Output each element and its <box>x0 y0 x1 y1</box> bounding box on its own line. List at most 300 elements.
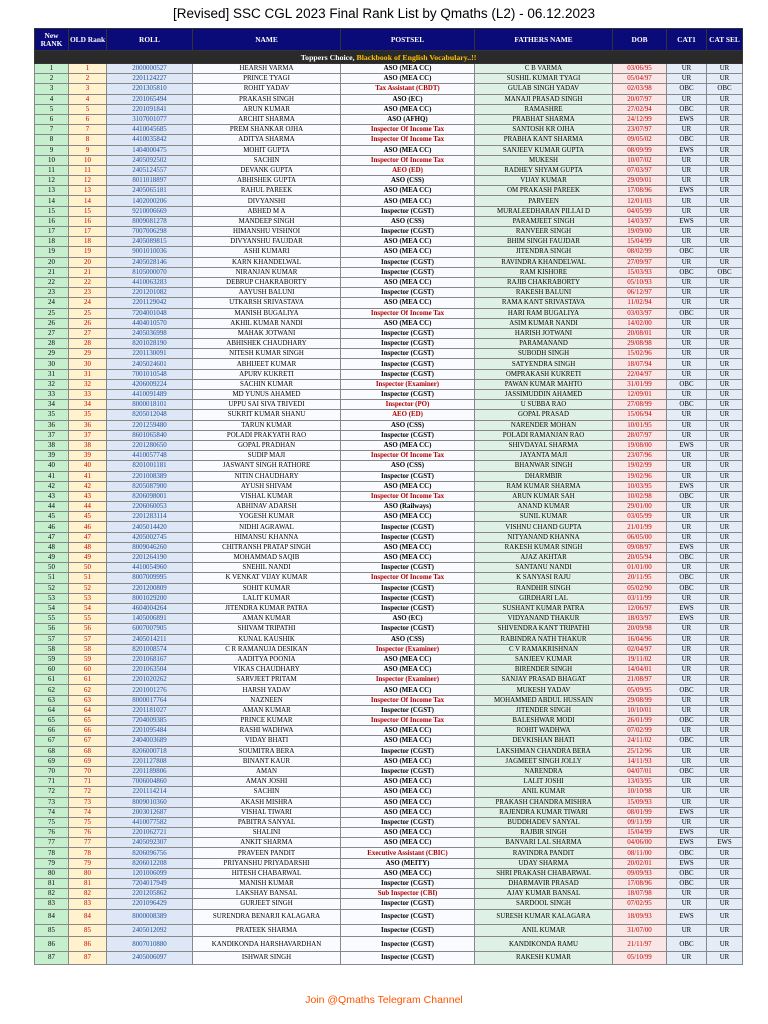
postsel-cell: Inspector (CGST) <box>341 430 475 440</box>
fathers-name-cell: RAVINDRA KHANDELWAL <box>475 257 613 267</box>
name-cell: SARVJEET PRITAM <box>193 675 341 685</box>
new-rank-cell: 39 <box>35 451 69 461</box>
postsel-cell: ASO (MEA CC) <box>341 512 475 522</box>
dob-cell: 22/04/97 <box>613 369 667 379</box>
cat1-cell: UR <box>667 328 707 338</box>
cat-sel-cell: UR <box>707 104 743 114</box>
roll-cell: 1405006891 <box>107 614 193 624</box>
fathers-name-cell: ROHIT WADHWA <box>475 726 613 736</box>
roll-cell: 2201096429 <box>107 899 193 909</box>
rank-table-body <box>35 51 743 965</box>
cat-sel-cell: UR <box>707 359 743 369</box>
name-cell: AKASH MISHRA <box>193 797 341 807</box>
old-rank-cell: 78 <box>69 848 107 858</box>
name-cell: UPPU SAI SIVA TRIVEDI <box>193 400 341 410</box>
old-rank-cell: 50 <box>69 563 107 573</box>
old-rank-cell: 14 <box>69 196 107 206</box>
dob-cell: 18/03/97 <box>613 614 667 624</box>
old-rank-cell: 42 <box>69 481 107 491</box>
table-row <box>35 104 743 114</box>
old-rank-cell: 36 <box>69 420 107 430</box>
dob-cell: 25/12/96 <box>613 746 667 756</box>
old-rank-cell: 64 <box>69 705 107 715</box>
roll-cell: 2201181027 <box>107 705 193 715</box>
name-cell: SUDIP MAJI <box>193 451 341 461</box>
cat-sel-cell: UR <box>707 889 743 899</box>
dob-cell: 20/02/01 <box>613 858 667 868</box>
postsel-cell: ASO (MEA CC) <box>341 654 475 664</box>
table-row <box>35 522 743 532</box>
cat1-cell: UR <box>667 206 707 216</box>
name-cell: RAHUL PAREEK <box>193 186 341 196</box>
name-cell: KANDIKONDA HARSHAVARDHAN <box>193 937 341 952</box>
postsel-cell: Inspector (CGST) <box>341 817 475 827</box>
name-cell: JITENDRA KUMAR PATRA <box>193 603 341 613</box>
new-rank-cell: 74 <box>35 807 69 817</box>
table-row <box>35 777 743 787</box>
postsel-cell: ASO (EC) <box>341 614 475 624</box>
name-cell: ANKIT SHARMA <box>193 838 341 848</box>
postsel-cell: Inspector (CGST) <box>341 532 475 542</box>
old-rank-cell: 51 <box>69 573 107 583</box>
postsel-cell: ASO (MEA CC) <box>341 247 475 257</box>
roll-cell: 8009010360 <box>107 797 193 807</box>
cat-sel-cell: UR <box>707 74 743 84</box>
postsel-cell: Inspector (CGST) <box>341 339 475 349</box>
cat1-cell: OBC <box>667 736 707 746</box>
cat1-cell: UR <box>667 512 707 522</box>
postsel-cell: Executive Assistant (CBIC) <box>341 848 475 858</box>
name-cell: RASHI WADHWA <box>193 726 341 736</box>
new-rank-cell: 53 <box>35 593 69 603</box>
fathers-name-cell: RANDHIR SINGH <box>475 583 613 593</box>
postsel-cell: Inspector (CGST) <box>341 227 475 237</box>
roll-cell: 2000000527 <box>107 64 193 74</box>
roll-cell: 8105000070 <box>107 267 193 277</box>
postsel-cell: Inspector (CGST) <box>341 603 475 613</box>
roll-cell: 7007006298 <box>107 227 193 237</box>
fathers-name-cell: SUSHIL KUMAR TYAGI <box>475 74 613 84</box>
new-rank-cell: 7 <box>35 125 69 135</box>
dob-cell: 10/01/95 <box>613 420 667 430</box>
old-rank-cell: 81 <box>69 879 107 889</box>
roll-cell: 2405036998 <box>107 328 193 338</box>
dob-cell: 20/07/97 <box>613 94 667 104</box>
new-rank-cell: 25 <box>35 308 69 318</box>
cat1-cell: UR <box>667 817 707 827</box>
old-rank-cell: 6 <box>69 114 107 124</box>
dob-cell: 06/12/97 <box>613 288 667 298</box>
table-row <box>35 807 743 817</box>
cat1-cell: OBC <box>667 379 707 389</box>
name-cell: MAHAK JOTWANI <box>193 328 341 338</box>
new-rank-cell: 72 <box>35 787 69 797</box>
new-rank-cell: 1 <box>35 64 69 74</box>
cat-sel-cell: UR <box>707 716 743 726</box>
postsel-cell: ASO (MEA CC) <box>341 807 475 817</box>
table-row <box>35 817 743 827</box>
roll-cell: 2201062721 <box>107 828 193 838</box>
roll-cell: 8206098001 <box>107 491 193 501</box>
fathers-name-cell: RANVEER SINGH <box>475 227 613 237</box>
new-rank-cell: 81 <box>35 879 69 889</box>
postsel-cell: Inspector (CGST) <box>341 909 475 924</box>
roll-cell: 2201283114 <box>107 512 193 522</box>
cat-sel-cell: UR <box>707 461 743 471</box>
header-postsel: POSTSEL <box>341 29 475 51</box>
roll-cell: 4410035842 <box>107 135 193 145</box>
old-rank-cell: 13 <box>69 186 107 196</box>
dob-cell: 08/02/99 <box>613 247 667 257</box>
cat-sel-cell: UR <box>707 787 743 797</box>
old-rank-cell: 7 <box>69 125 107 135</box>
postsel-cell: Inspector Of Income Tax <box>341 573 475 583</box>
fathers-name-cell: RAJIB CHAKRABORTY <box>475 277 613 287</box>
cat1-cell: OBC <box>667 583 707 593</box>
cat1-cell: UR <box>667 924 707 937</box>
old-rank-cell: 87 <box>69 952 107 965</box>
fathers-name-cell: BUDDHADEV SANYAL <box>475 817 613 827</box>
cat-sel-cell: UR <box>707 298 743 308</box>
new-rank-cell: 14 <box>35 196 69 206</box>
dob-cell: 03/06/95 <box>613 64 667 74</box>
new-rank-cell: 79 <box>35 858 69 868</box>
table-row <box>35 390 743 400</box>
old-rank-cell: 68 <box>69 746 107 756</box>
postsel-cell: Inspector (CGST) <box>341 390 475 400</box>
name-cell: BINANT KAUR <box>193 756 341 766</box>
fathers-name-cell: K SANYASI RAJU <box>475 573 613 583</box>
roll-cell: 3107001077 <box>107 114 193 124</box>
roll-cell: 2201201082 <box>107 288 193 298</box>
new-rank-cell: 55 <box>35 614 69 624</box>
table-row <box>35 288 743 298</box>
table-row <box>35 695 743 705</box>
dob-cell: 23/07/96 <box>613 451 667 461</box>
table-row <box>35 379 743 389</box>
new-rank-cell: 15 <box>35 206 69 216</box>
postsel-cell: Inspector Of Income Tax <box>341 451 475 461</box>
table-row <box>35 125 743 135</box>
roll-cell: 8206012208 <box>107 858 193 868</box>
postsel-cell: ASO (CSS) <box>341 461 475 471</box>
cat-sel-cell: UR <box>707 736 743 746</box>
table-row <box>35 237 743 247</box>
table-row <box>35 838 743 848</box>
fathers-name-cell: HARI RAM BUGALIYA <box>475 308 613 318</box>
roll-cell: 1402000206 <box>107 196 193 206</box>
new-rank-cell: 62 <box>35 685 69 695</box>
fathers-name-cell: SUNIL KUMAR <box>475 512 613 522</box>
fathers-name-cell: OMPRAKASH KUKRETI <box>475 369 613 379</box>
dob-cell: 17/08/96 <box>613 186 667 196</box>
old-rank-cell: 2 <box>69 74 107 84</box>
dob-cell: 08/01/99 <box>613 807 667 817</box>
telegram-channel-link[interactable]: Join @Qmaths Telegram Channel <box>305 994 463 1006</box>
cat-sel-cell: UR <box>707 766 743 776</box>
dob-cell: 08/09/99 <box>613 145 667 155</box>
new-rank-cell: 17 <box>35 227 69 237</box>
new-rank-cell: 67 <box>35 736 69 746</box>
roll-cell: 8205087900 <box>107 481 193 491</box>
fathers-name-cell: SHRI PRAKASH CHABARWAL <box>475 868 613 878</box>
cat1-cell: EWS <box>667 186 707 196</box>
table-row <box>35 227 743 237</box>
postsel-cell: Inspector (CGST) <box>341 924 475 937</box>
roll-cell: 2405014211 <box>107 634 193 644</box>
name-cell: AYUSH SHIVAM <box>193 481 341 491</box>
fathers-name-cell: C V RAMAKRISHNAN <box>475 644 613 654</box>
fathers-name-cell: MUKESH <box>475 155 613 165</box>
postsel-cell: ASO (CSS) <box>341 216 475 226</box>
roll-cell: 2201095484 <box>107 726 193 736</box>
new-rank-cell: 75 <box>35 817 69 827</box>
postsel-cell: Inspector Of Income Tax <box>341 125 475 135</box>
fathers-name-cell: BANVARI LAL SHARMA <box>475 838 613 848</box>
postsel-cell: Inspector (CGST) <box>341 288 475 298</box>
cat1-cell: UR <box>667 952 707 965</box>
fathers-name-cell: JAGMEET SINGH JOLLY <box>475 756 613 766</box>
dob-cell: 07/03/97 <box>613 165 667 175</box>
roll-cell: 2201114214 <box>107 787 193 797</box>
table-row <box>35 952 743 965</box>
cat-sel-cell: UR <box>707 420 743 430</box>
name-cell: GOPAL PRADHAN <box>193 440 341 450</box>
table-row <box>35 797 743 807</box>
table-row <box>35 593 743 603</box>
header-fathers-name: FATHERS NAME <box>475 29 613 51</box>
table-row <box>35 924 743 937</box>
dob-cell: 10/10/98 <box>613 787 667 797</box>
new-rank-cell: 69 <box>35 756 69 766</box>
fathers-name-cell: BIRENDER SINGH <box>475 665 613 675</box>
new-rank-cell: 44 <box>35 502 69 512</box>
name-cell: AMAN JOSHI <box>193 777 341 787</box>
name-cell: NIRANJAN KUMAR <box>193 267 341 277</box>
old-rank-cell: 39 <box>69 451 107 461</box>
old-rank-cell: 27 <box>69 328 107 338</box>
dob-cell: 02/04/97 <box>613 644 667 654</box>
cat-sel-cell: UR <box>707 349 743 359</box>
fathers-name-cell: PAWAN KUMAR MAHTO <box>475 379 613 389</box>
dob-cell: 01/01/00 <box>613 563 667 573</box>
dob-cell: 16/04/96 <box>613 634 667 644</box>
dob-cell: 05/10/99 <box>613 952 667 965</box>
postsel-cell: Inspector (CGST) <box>341 359 475 369</box>
new-rank-cell: 78 <box>35 848 69 858</box>
dob-cell: 31/01/99 <box>613 379 667 389</box>
fathers-name-cell: ASIM KUMAR NANDI <box>475 318 613 328</box>
new-rank-cell: 51 <box>35 573 69 583</box>
cat-sel-cell: UR <box>707 145 743 155</box>
dob-cell: 20/09/98 <box>613 624 667 634</box>
new-rank-cell: 86 <box>35 937 69 952</box>
new-rank-cell: 65 <box>35 716 69 726</box>
table-row <box>35 879 743 889</box>
cat1-cell: UR <box>667 756 707 766</box>
table-row <box>35 756 743 766</box>
roll-cell: 2201068167 <box>107 654 193 664</box>
old-rank-cell: 1 <box>69 64 107 74</box>
postsel-cell: Inspector (Examiner) <box>341 644 475 654</box>
name-cell: PRINCE KUMAR <box>193 716 341 726</box>
postsel-cell: Inspector Of Income Tax <box>341 135 475 145</box>
promo-banner[interactable] <box>35 51 743 64</box>
name-cell: NIDHI AGRAWAL <box>193 522 341 532</box>
dob-cell: 20/05/94 <box>613 553 667 563</box>
postsel-cell: Sub Inspector (CBI) <box>341 889 475 899</box>
new-rank-cell: 52 <box>35 583 69 593</box>
table-row <box>35 176 743 186</box>
old-rank-cell: 4 <box>69 94 107 104</box>
dob-cell: 18/07/98 <box>613 889 667 899</box>
postsel-cell: ASO (MEA CC) <box>341 186 475 196</box>
cat1-cell: UR <box>667 430 707 440</box>
table-row <box>35 400 743 410</box>
cat1-cell: UR <box>667 64 707 74</box>
cat1-cell: UR <box>667 777 707 787</box>
fathers-name-cell: SATYENDRA SINGH <box>475 359 613 369</box>
old-rank-cell: 48 <box>69 542 107 552</box>
old-rank-cell: 59 <box>69 654 107 664</box>
roll-cell: 4410077582 <box>107 817 193 827</box>
roll-cell: 2405092307 <box>107 838 193 848</box>
cat1-cell: EWS <box>667 114 707 124</box>
postsel-cell: ASO (MEA CC) <box>341 787 475 797</box>
postsel-cell: AEO (ED) <box>341 165 475 175</box>
new-rank-cell: 2 <box>35 74 69 84</box>
old-rank-cell: 71 <box>69 777 107 787</box>
new-rank-cell: 73 <box>35 797 69 807</box>
postsel-cell: Inspector (CGST) <box>341 899 475 909</box>
old-rank-cell: 86 <box>69 937 107 952</box>
roll-cell: 4410045685 <box>107 125 193 135</box>
postsel-cell: ASO (MEA CC) <box>341 481 475 491</box>
fathers-name-cell: GULAB SINGH YADAV <box>475 84 613 94</box>
postsel-cell: Inspector (CGST) <box>341 471 475 481</box>
postsel-cell: Inspector (PO) <box>341 400 475 410</box>
roll-cell: 4410063283 <box>107 277 193 287</box>
roll-cell: 8206096756 <box>107 848 193 858</box>
table-row <box>35 186 743 196</box>
roll-cell: 7001010548 <box>107 369 193 379</box>
cat1-cell: UR <box>667 899 707 909</box>
fathers-name-cell: PRABHAT SHARMA <box>475 114 613 124</box>
cat-sel-cell: UR <box>707 563 743 573</box>
postsel-cell: Inspector (CGST) <box>341 766 475 776</box>
old-rank-cell: 22 <box>69 277 107 287</box>
cat-sel-cell: UR <box>707 328 743 338</box>
table-row <box>35 644 743 654</box>
cat-sel-cell: UR <box>707 695 743 705</box>
table-row <box>35 451 743 461</box>
table-row <box>35 471 743 481</box>
header-name: NAME <box>193 29 341 51</box>
fathers-name-cell: RAVINDRA PANDIT <box>475 848 613 858</box>
name-cell: KUNAL KAUSHIK <box>193 634 341 644</box>
name-cell: PRAVEEN PANDIT <box>193 848 341 858</box>
cat1-cell: UR <box>667 797 707 807</box>
table-row <box>35 542 743 552</box>
name-cell: SACHIN <box>193 155 341 165</box>
new-rank-cell: 24 <box>35 298 69 308</box>
roll-cell: 4410054960 <box>107 563 193 573</box>
name-cell: SNEHIL NANDI <box>193 563 341 573</box>
old-rank-cell: 38 <box>69 440 107 450</box>
new-rank-cell: 10 <box>35 155 69 165</box>
cat1-cell: UR <box>667 644 707 654</box>
fathers-name-cell: VIDYANAND THAKUR <box>475 614 613 624</box>
new-rank-cell: 46 <box>35 522 69 532</box>
cat1-cell: OBC <box>667 135 707 145</box>
cat1-cell: EWS <box>667 542 707 552</box>
roll-cell: 2405124557 <box>107 165 193 175</box>
name-cell: AAYUSH BALUNI <box>193 288 341 298</box>
header-new-rank: New RANK <box>35 29 69 51</box>
roll-cell: 2405014420 <box>107 522 193 532</box>
fathers-name-cell: RAJENDRA KUMAR TIWARI <box>475 807 613 817</box>
table-row <box>35 318 743 328</box>
cat-sel-cell: UR <box>707 502 743 512</box>
roll-cell: 4205002745 <box>107 532 193 542</box>
dob-cell: 24/11/02 <box>613 736 667 746</box>
fathers-name-cell: C B VARMA <box>475 64 613 74</box>
name-cell: PREM SHANKAR OJHA <box>193 125 341 135</box>
old-rank-cell: 9 <box>69 145 107 155</box>
postsel-cell: ASO (MEA CC) <box>341 542 475 552</box>
dob-cell: 05/02/90 <box>613 583 667 593</box>
name-cell: HIMANSU KHANNA <box>193 532 341 542</box>
name-cell: GURJEET SINGH <box>193 899 341 909</box>
cat-sel-cell: UR <box>707 308 743 318</box>
name-cell: ADITYA SHARMA <box>193 135 341 145</box>
old-rank-cell: 69 <box>69 756 107 766</box>
cat1-cell: UR <box>667 227 707 237</box>
new-rank-cell: 45 <box>35 512 69 522</box>
roll-cell: 2201200809 <box>107 583 193 593</box>
cat1-cell: UR <box>667 522 707 532</box>
new-rank-cell: 83 <box>35 899 69 909</box>
name-cell: ARCHIT SHARMA <box>193 114 341 124</box>
old-rank-cell: 40 <box>69 461 107 471</box>
table-row <box>35 410 743 420</box>
old-rank-cell: 79 <box>69 858 107 868</box>
table-row <box>35 349 743 359</box>
postsel-cell: ASO (EC) <box>341 94 475 104</box>
fathers-name-cell: BHIM SINGH FAUJDAR <box>475 237 613 247</box>
new-rank-cell: 36 <box>35 420 69 430</box>
new-rank-cell: 18 <box>35 237 69 247</box>
cat-sel-cell: UR <box>707 924 743 937</box>
fathers-name-cell: RAKESH KUMAR SINGH <box>475 542 613 552</box>
fathers-name-cell: HARISH JOTWANI <box>475 328 613 338</box>
name-cell: SHALINI <box>193 828 341 838</box>
roll-cell: 2405092502 <box>107 155 193 165</box>
name-cell: PABITRA SANYAL <box>193 817 341 827</box>
postsel-cell: ASO (MEA CC) <box>341 145 475 155</box>
new-rank-cell: 13 <box>35 186 69 196</box>
dob-cell: 19/08/00 <box>613 440 667 450</box>
dob-cell: 15/06/94 <box>613 410 667 420</box>
dob-cell: 05/09/95 <box>613 685 667 695</box>
table-row <box>35 145 743 155</box>
cat-sel-cell: UR <box>707 440 743 450</box>
fathers-name-cell: JITENDRA SINGH <box>475 247 613 257</box>
new-rank-cell: 21 <box>35 267 69 277</box>
cat1-cell: UR <box>667 125 707 135</box>
dob-cell: 03/05/99 <box>613 512 667 522</box>
fathers-name-cell: SANTANU NANDI <box>475 563 613 573</box>
